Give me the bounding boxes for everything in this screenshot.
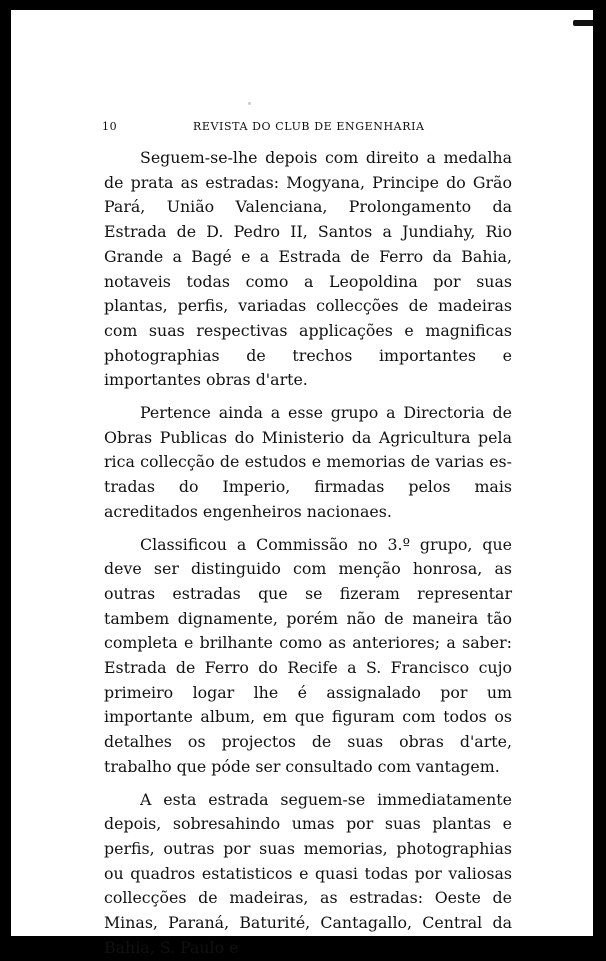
stray-ink-dot [248, 102, 251, 105]
paragraph: Pertence ainda a esse grupo a Directoria de Obras Publicas do Ministerio da Agricultura pela rica collecção de estudos e memorias de varias estradas do Imperio, firmadas pelos mais acreditados engenheiros nacionaes. [104, 403, 512, 521]
paragraph: Classificou a Commissão no 3.º grupo, que deve ser distinguido com menção honrosa, as outras estradas que se fizeram representar tambem dignamente, porém não de maneira tão completa e brilhante como as anteriores; a saber: Estrada de Ferro do Recife a S. Francisco cujo primeiro logar lhe é assignalado por um importante album, em que figuram com todos os detalhes os projectos de suas obras d'arte, trabalho que póde ser consultado com vantagem. [104, 534, 512, 776]
document-page [11, 10, 593, 957]
body-text [104, 146, 512, 961]
scan-corner-mark [573, 20, 593, 26]
page-number: 10 [102, 120, 118, 133]
paragraph: Seguem-se-lhe depois com direito a medalha de prata as estradas: Mogyana, Principe do Grão Pará, União Valenciana, Prolongamento da Estrada de D. Pedro II, Santos a Jundiahy, Rio Grande a Bagé e a Estrada de Ferro da Bahia, notaveis todas como a Leopoldina por suas plantas, perfis, variadas collecções de madeiras com suas respectivas applicações e magnificas photographias de trechos importantes e importantes obras d'arte. [104, 148, 512, 390]
running-title: REVISTA DO CLUB DE ENGENHARIA [193, 120, 425, 133]
paragraph: A esta estrada seguem-se immediatamente depois, sobresahindo umas por suas plantas e perfis, outras por suas memorias, photographias ou quadros estatisticos e quasi todas por valiosas collecções de madeiras, as estradas: Oeste de Minas, Paraná, Baturité, Cantagallo, Central da Bahia, S. Paulo e [104, 789, 512, 957]
